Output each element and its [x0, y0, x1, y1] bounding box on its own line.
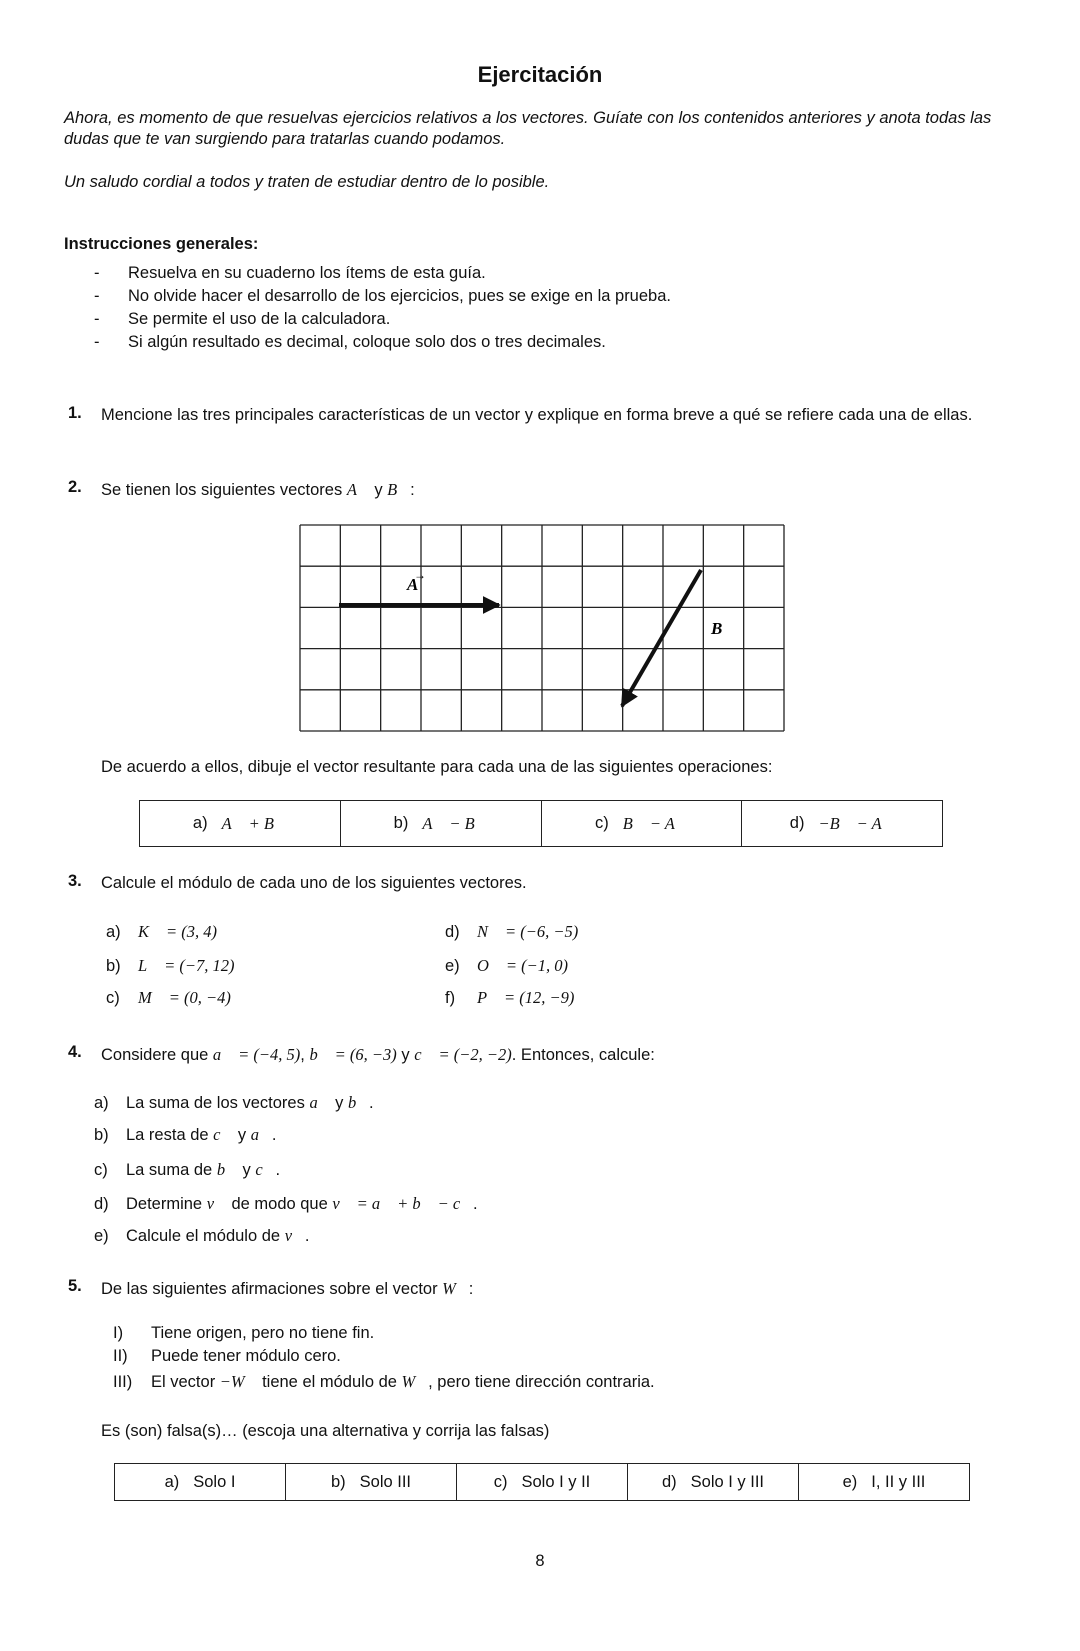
question-5-options: [114, 1463, 970, 1501]
question-2-text: Se tienen los siguientes vectores A⃗ y B⃗:: [101, 480, 415, 499]
statement-item: III) El vector −W⃗ tiene el módulo de W⃗, pero tiene dirección contraria.: [113, 1372, 655, 1391]
vector-b-symbol: B⃗: [387, 480, 411, 499]
instruction-text: No olvide hacer el desarrollo de los ejercicios, pues se exige en la prueba.: [128, 287, 671, 305]
exercise-item: a) La suma de los vectores a⃗ y b⃗.: [94, 1093, 374, 1112]
modulus-item: c) M⃗ = (0, −4): [106, 988, 231, 1007]
bullet-dash: -: [94, 287, 100, 305]
operation-option: d) −B⃗ − A⃗: [789, 813, 895, 833]
vector-a-label: A: [407, 575, 419, 594]
answer-option: b) Solo III: [286, 1464, 457, 1500]
exercise-item: b) La resta de c⃗ y a⃗.: [94, 1125, 277, 1144]
question-1-text: Mencione las tres principales características de un vector y explique en forma breve a qué se refiere cada una de ellas.: [101, 406, 973, 424]
vector-grid: [299, 524, 785, 732]
vector-a-symbol: A⃗: [346, 480, 370, 499]
answer-option: a) Solo I: [115, 1464, 286, 1500]
answer-option: d) Solo I y III: [628, 1464, 799, 1500]
question-5-text: De las siguientes afirmaciones sobre el vector W⃗:: [101, 1279, 474, 1298]
operation-option: a) A⃗ + B⃗: [140, 801, 341, 846]
question-3-text: Calcule el módulo de cada uno de los siguientes vectores.: [101, 874, 527, 892]
question-5-prompt: Es (son) falsa(s)… (escoja una alternativa y corrija las falsas): [101, 1422, 550, 1440]
instructions-heading: Instrucciones generales:: [64, 235, 259, 253]
bullet-dash: -: [94, 333, 100, 351]
question-4-number: 4.: [68, 1043, 82, 1061]
question-4-text: Considere que a⃗ = (−4, 5), b⃗ = (6, −3) y c⃗ = (−2, −2). Entonces, calcule:: [101, 1045, 655, 1064]
vector-w-symbol: W⃗: [442, 1279, 469, 1298]
question-1-number: 1.: [68, 404, 82, 422]
modulus-item: b) L⃗ = (−7, 12): [106, 956, 235, 975]
vector-a-arrow-mark: →: [414, 568, 426, 582]
page-number: 8: [535, 1552, 545, 1570]
intro-greeting: Un saludo cordial a todos y traten de estudiar dentro de lo posible.: [64, 173, 550, 191]
bullet-dash: -: [94, 264, 100, 282]
modulus-item: a) K⃗ = (3, 4): [106, 922, 217, 941]
modulus-item: e) O⃗ = (−1, 0): [445, 956, 569, 975]
exercise-item: c) La suma de b⃗ y c⃗.: [94, 1160, 281, 1179]
answer-option: e) I, II y III: [842, 1472, 926, 1491]
page-title: Ejercitación: [477, 62, 603, 87]
statement-item: I) Tiene origen, pero no tiene fin.: [113, 1324, 375, 1342]
exercise-item: e) Calcule el módulo de v⃗.: [94, 1226, 310, 1245]
exercise-item: d) Determine v⃗ de modo que v⃗ = a⃗ + b⃗ − c⃗.: [94, 1194, 478, 1213]
question-2-instruction: De acuerdo a ellos, dibuje el vector resultante para cada una de las siguientes operaciones:: [101, 758, 773, 776]
answer-option: c) Solo I y II: [457, 1464, 628, 1500]
question-2-number: 2.: [68, 478, 82, 496]
question-3-number: 3.: [68, 872, 82, 890]
instruction-text: Si algún resultado es decimal, coloque solo dos o tres decimales.: [128, 333, 606, 351]
modulus-item: d) N⃗ = (−6, −5): [445, 922, 579, 941]
operation-option: b) A⃗ − B⃗: [341, 801, 542, 846]
question-5-number: 5.: [68, 1277, 82, 1295]
modulus-item: f) P⃗ = (12, −9): [445, 988, 575, 1007]
vector-b-arrow: [622, 570, 701, 706]
bullet-dash: -: [94, 310, 100, 328]
instruction-text: Resuelva en su cuaderno los ítems de esta guía.: [128, 264, 486, 282]
operation-option: c) B⃗ − A⃗: [542, 801, 743, 846]
question-2-options: [139, 800, 943, 847]
intro-paragraph: Ahora, es momento de que resuelvas ejercicios relativos a los vectores. Guíate con los contenidos anteriores y anota todas las dudas que te van surgiendo para tratarlas cuando podamos.: [64, 109, 992, 148]
statement-item: II) Puede tener módulo cero.: [113, 1347, 341, 1365]
vector-b-label: B⃗: [711, 619, 736, 638]
instruction-text: Se permite el uso de la calculadora.: [128, 310, 391, 328]
